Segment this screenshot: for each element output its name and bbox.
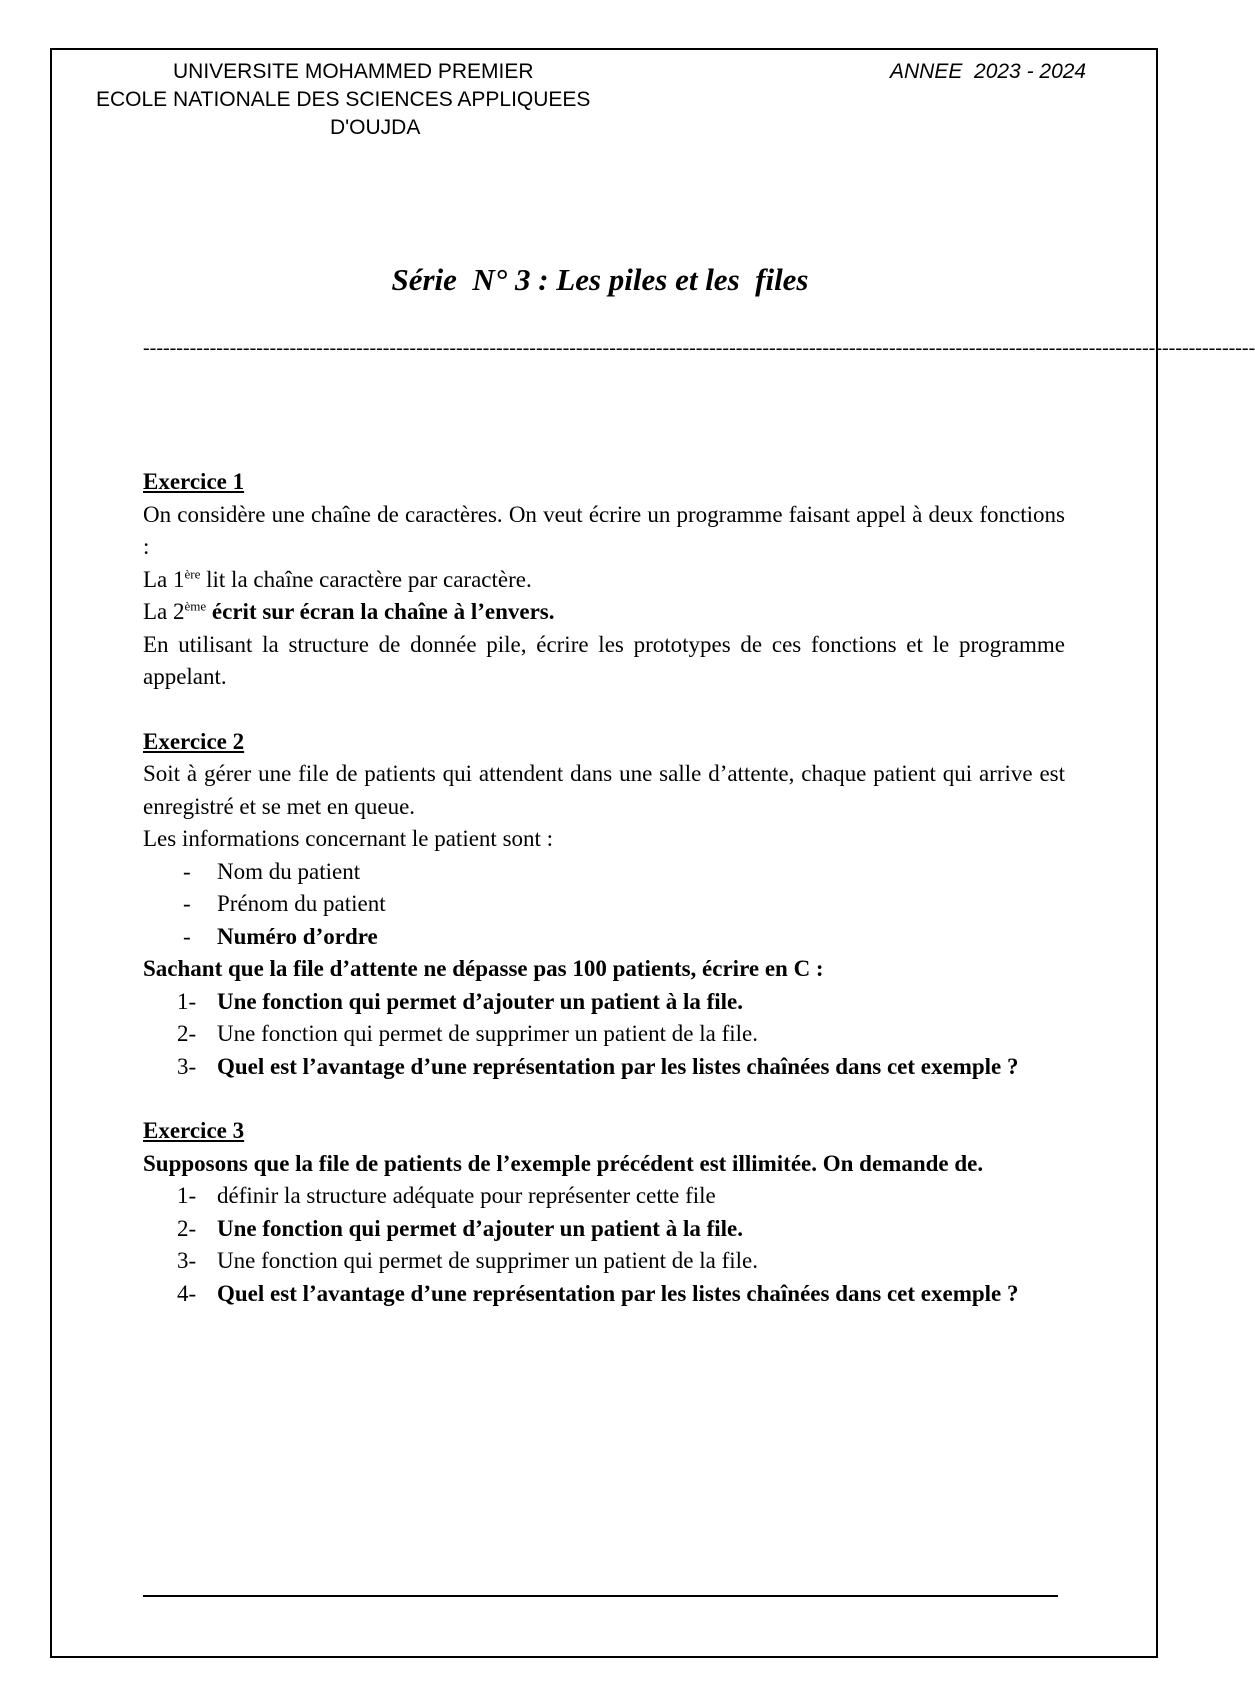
exercise-2-info: Les informations concernant le patient sont : (143, 826, 554, 851)
list-item (143, 921, 1065, 954)
exercise-2-task: Sachant que la file d’attente ne dépasse pas 100 patients, écrire en C : (143, 956, 824, 981)
list-item (143, 986, 1065, 1019)
list-item (143, 856, 1065, 889)
school-name: ECOLE NATIONALE DES SCIENCES APPLIQUEES (96, 88, 591, 111)
exercise-1-intro: On considère une chaîne de caractères. On veut écrire un programme faisant appel à deux fonctions : (143, 501, 1065, 559)
list-item (143, 1051, 1065, 1084)
item-text: Une fonction qui permet d’ajouter un patient à la file. (217, 1215, 744, 1241)
list-item (143, 1245, 1065, 1278)
exercise-3-heading: Exercice 3 (143, 1118, 245, 1143)
line-1-sup: ère (184, 565, 201, 581)
separator-line: ----------------------------------------------------------------------------------------------------------------------------------------------------------------------- (143, 337, 1255, 359)
line-1-text: lit la chaîne caractère par caractère. (200, 566, 532, 592)
school-city: D'OUJDA (330, 116, 421, 139)
page-title: Série N° 3 : Les piles et les files (391, 262, 809, 297)
exercise-1-line-2 (143, 596, 1065, 629)
exercise-1-outro: En utilisant la structure de donnée pile, écrire les prototypes de ces fonctions et le programme appelant. (143, 631, 1065, 689)
university-name: UNIVERSITE MOHAMMED PREMIER (173, 60, 534, 83)
bullet-text: Numéro d’ordre (217, 923, 378, 949)
line-2-prefix: La 2 (143, 599, 185, 624)
item-text: Quel est l’avantage d’une représentation par les listes chaînées dans cet exemple ? (217, 1053, 1019, 1079)
item-text: définir la structure adéquate pour représenter cette file (217, 1183, 716, 1208)
academic-year: ANNEE 2023 - 2024 (890, 60, 1087, 83)
item-number: 1- (177, 988, 197, 1014)
list-item (143, 1018, 1065, 1051)
bullet-text: Nom du patient (217, 858, 361, 884)
bullet-mark: - (183, 858, 191, 884)
list-item (143, 1180, 1065, 1213)
list-item (143, 888, 1065, 921)
item-text: Une fonction qui permet d’ajouter un patient à la file. (217, 988, 744, 1014)
item-text: Une fonction qui permet de supprimer un patient de la file. (217, 1021, 758, 1046)
exercise-1-heading: Exercice 1 (143, 469, 245, 494)
line-2-text: écrit sur écran la chaîne à l’envers. (206, 599, 555, 624)
exercise-content (143, 466, 1065, 1310)
item-text: Quel est l’avantage d’une représentation par les listes chaînées dans cet exemple ? (217, 1280, 1019, 1306)
item-number: 2- (177, 1021, 197, 1046)
item-number: 3- (177, 1248, 197, 1273)
list-item (143, 1278, 1065, 1311)
bullet-text: Prénom du patient (217, 891, 386, 916)
item-number: 3- (177, 1053, 197, 1079)
item-number: 2- (177, 1215, 197, 1241)
exercise-2-heading: Exercice 2 (143, 728, 245, 754)
item-number: 1- (177, 1183, 197, 1208)
bullet-mark: - (183, 923, 191, 949)
exercise-3-intro: Supposons que la file de patients de l’exemple précédent est illimitée. On demande de. (143, 1150, 984, 1176)
exercise-2-intro: Soit à gérer une file de patients qui attendent dans une salle d’attente, chaque patient qui arrive est enregistré et se met en queue. (143, 761, 1065, 819)
item-number: 4- (177, 1280, 197, 1306)
item-text: Une fonction qui permet de supprimer un patient de la file. (217, 1248, 758, 1273)
line-2-sup: ème (184, 598, 207, 614)
list-item (143, 1213, 1065, 1246)
line-1-prefix: La 1 (143, 566, 185, 592)
bullet-mark: - (183, 891, 191, 916)
footer-rule (143, 1595, 1058, 1597)
exercise-1-line-1 (143, 564, 1065, 597)
